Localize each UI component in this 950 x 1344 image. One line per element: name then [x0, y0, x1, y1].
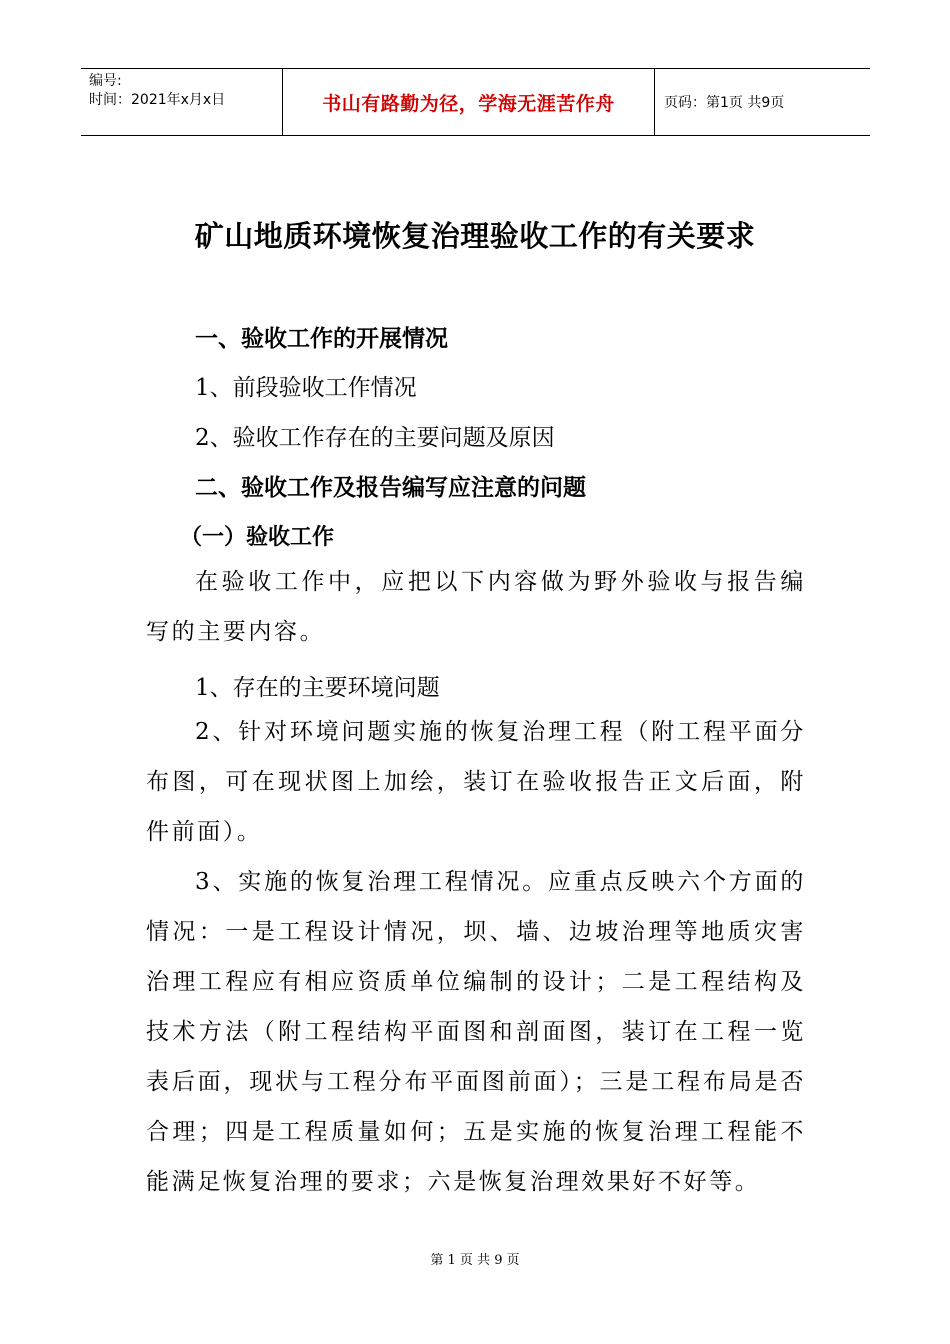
item-2-paragraph: 2、针对环境问题实施的恢复治理工程（附工程平面分布图，可在现状图上加绘，装订在验收报告正文后面，附件前面）。: [146, 719, 806, 845]
section-1-item-1: 1、前段验收工作情况: [195, 375, 417, 401]
intro-paragraph: 在验收工作中，应把以下内容做为野外验收与报告编写的主要内容。: [146, 569, 806, 645]
section-1-item-2: 2、验收工作存在的主要问题及原因: [195, 425, 555, 451]
item-1: 1、存在的主要环境问题: [195, 675, 440, 701]
number-label: 编号:: [89, 73, 122, 89]
item-3-paragraph: 3、实施的恢复治理工程情况。应重点反映六个方面的情况：一是工程设计情况，坝、墙、边坡治理等地质灾害治理工程应有相应资质单位编制的设计；二是工程结构及技术方法（附工程结构平面图和剖面图，装订在工程一览表后面，现状与工程分布平面图前面）；三是工程布局是否合理；四是工程质量如何；五是实施的恢复治理工程能不能满足恢复治理的要求；六是恢复治理效果好不好等。: [146, 869, 806, 1195]
motto: 书山有路勤为径，学海无涯苦作舟: [282, 69, 655, 135]
header-table: [81, 68, 870, 136]
section-2-heading: 二、验收工作及报告编写应注意的问题: [195, 475, 586, 501]
time-label: 时间：2021年x月x日: [89, 92, 226, 108]
document-title: 矿山地质环境恢复治理验收工作的有关要求: [194, 219, 756, 253]
section-1-heading: 一、验收工作的开展情况: [195, 326, 448, 352]
header-left-cell: [81, 69, 282, 135]
section-2-subheading: （一）验收工作: [180, 525, 335, 550]
page-info: 页码：第1页 共9页: [664, 95, 785, 111]
page-footer: 第 1 页 共 9 页: [430, 1253, 520, 1268]
